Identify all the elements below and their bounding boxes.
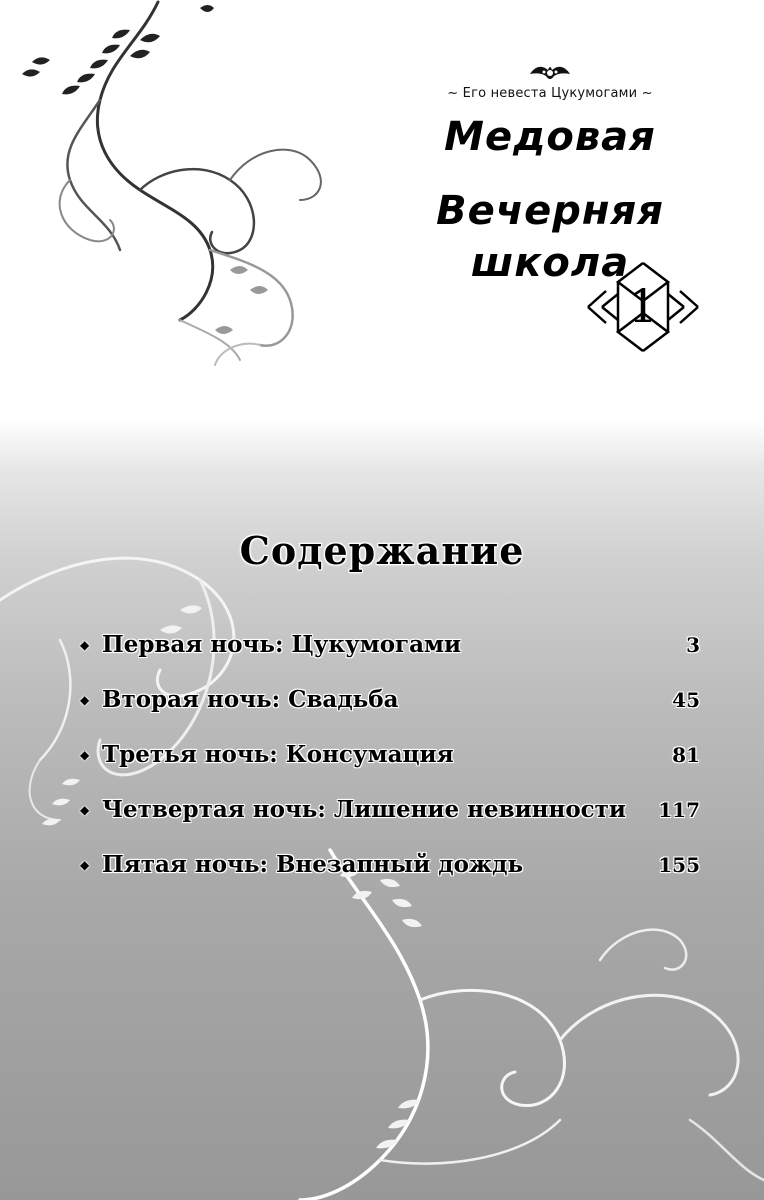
flower-crest-icon [528, 60, 572, 82]
volume-number: 1 [628, 279, 658, 333]
series-subtitle: ~ Его невеста Цукумогами ~ [447, 86, 653, 101]
diamond-bullet-icon: ◆ [80, 802, 90, 817]
toc-entry[interactable] [80, 837, 700, 892]
diamond-bullet-icon: ◆ [80, 747, 90, 762]
chapter-page-number: 45 [672, 687, 700, 712]
chapter-title: Четвертая ночь: Лишение невинности [102, 796, 626, 823]
chapter-title: Вторая ночь: Свадьба [102, 686, 399, 713]
chapter-page-number: 155 [658, 852, 700, 877]
toc-entry[interactable] [80, 727, 700, 782]
toc-entry[interactable] [80, 672, 700, 727]
chapter-page-number: 3 [686, 632, 700, 657]
chapter-title: Первая ночь: Цукумогами [102, 631, 462, 658]
vine-ornament-top [0, 0, 360, 380]
toc-entry[interactable] [80, 782, 700, 837]
book-header [360, 60, 740, 289]
chapter-title: Третья ночь: Консумация [102, 741, 454, 768]
toc-entry[interactable] [80, 617, 700, 672]
book-title-line-1: Медовая [444, 114, 656, 160]
book-title-line-2: Вечерняя школа [436, 188, 664, 286]
volume-badge [582, 260, 704, 354]
chapter-title: Пятая ночь: Внезапный дождь [102, 851, 524, 878]
diamond-bullet-icon: ◆ [80, 637, 90, 652]
table-of-contents [80, 617, 700, 892]
diamond-bullet-icon: ◆ [80, 692, 90, 707]
chapter-page-number: 117 [658, 797, 700, 822]
chapter-page-number: 81 [672, 742, 700, 767]
contents-heading: Содержание [239, 528, 525, 573]
diamond-bullet-icon: ◆ [80, 857, 90, 872]
